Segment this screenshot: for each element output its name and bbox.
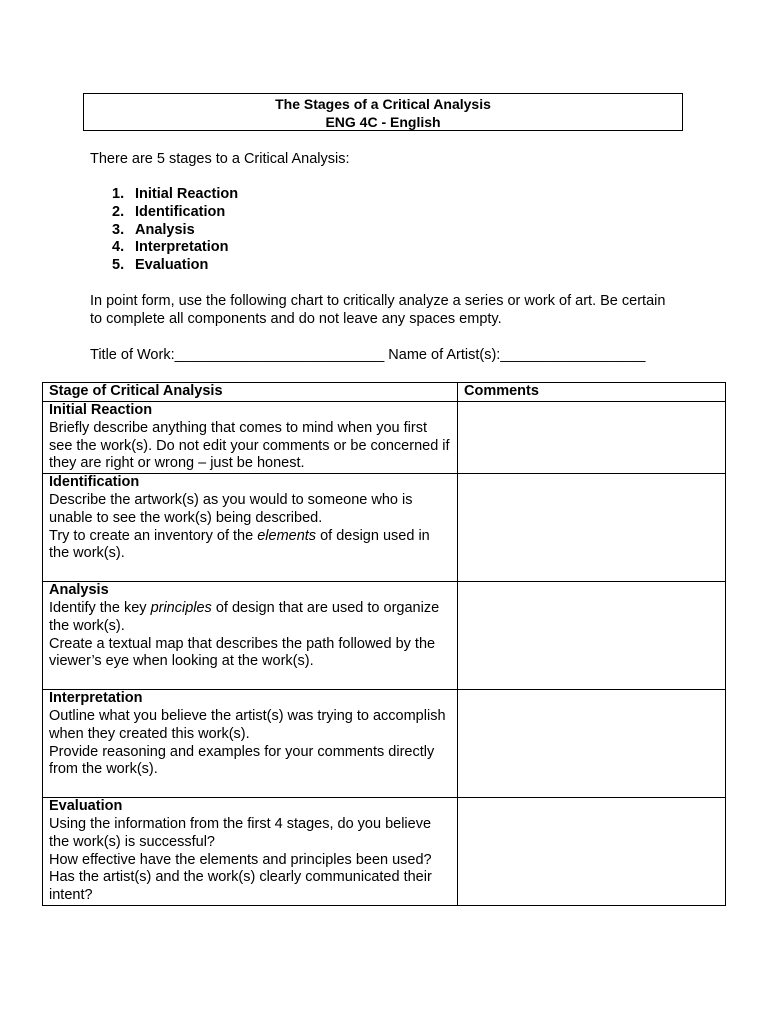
list-item: 1. Initial Reaction <box>112 186 239 202</box>
stage-cell <box>43 798 458 906</box>
stage-name: Analysis <box>49 582 109 599</box>
stage-cell <box>43 402 458 474</box>
stage-description: Identify the key principles of design that are used to organize the work(s). <box>49 599 440 634</box>
stage-name: Identification <box>49 474 140 491</box>
stage-name: Evaluation <box>49 798 123 815</box>
stage-description: Outline what you believe the artist(s) was trying to accomplish when they created this work(s). <box>49 707 446 742</box>
stage-description: Create a textual map that describes the path followed by the viewer’s eye when looking at the work(s). <box>49 635 436 670</box>
comments-cell[interactable] <box>458 798 726 906</box>
artist-label: Name of Artist(s): <box>384 347 501 363</box>
artist-field[interactable]: __________________ <box>500 347 646 363</box>
list-item: 2. Identification <box>112 203 226 220</box>
stage-cell <box>43 582 458 690</box>
stage-description: Try to create an inventory of the elements of design used in the work(s). <box>49 527 430 562</box>
table-header-row <box>43 383 726 402</box>
page-title: The Stages of a Critical Analysis <box>275 96 491 112</box>
table-row <box>43 474 726 582</box>
stage-description: Using the information from the first 4 stages, do you believe the work(s) is successful? <box>49 815 432 850</box>
table-row <box>43 690 726 798</box>
stage-cell <box>43 690 458 798</box>
instructions-text: In point form, use the following chart to critically analyze a series or work of art. Be certain to complete all components and do not leave any spaces empty. <box>90 293 666 327</box>
page-subtitle: ENG 4C - English <box>325 114 441 130</box>
stage-description: Briefly describe anything that comes to mind when you first see the work(s). Do not edit your comments or be concerned if they are right or wrong – just be honest. <box>49 419 450 472</box>
stage-description: Describe the artwork(s) as you would to someone who is unable to see the work(s) being described. <box>49 491 413 526</box>
title-field[interactable]: __________________________ <box>174 347 385 363</box>
stage-description: Provide reasoning and examples for your comments directly from the work(s). <box>49 743 435 778</box>
title-box <box>83 93 683 131</box>
intro-text: There are 5 stages to a Critical Analysis: <box>90 151 350 167</box>
work-info-line <box>90 347 645 365</box>
table-row <box>43 402 726 474</box>
table-row <box>43 582 726 690</box>
list-item: 4. Interpretation <box>112 239 229 256</box>
analysis-table <box>42 382 726 906</box>
comments-cell[interactable] <box>458 582 726 690</box>
table-row <box>43 798 726 906</box>
header-comments: Comments <box>458 383 726 402</box>
comments-cell[interactable] <box>458 690 726 798</box>
stage-name: Interpretation <box>49 690 143 707</box>
comments-cell[interactable] <box>458 474 726 582</box>
stages-list <box>112 186 238 275</box>
comments-cell[interactable] <box>458 402 726 474</box>
title-label: Title of Work: <box>90 347 175 363</box>
header-stage: Stage of Critical Analysis <box>43 383 458 402</box>
stage-description: Has the artist(s) and the work(s) clearly communicated their intent? <box>49 869 432 904</box>
list-item: 3. Analysis <box>112 221 195 238</box>
stage-name: Initial Reaction <box>49 402 153 418</box>
stage-cell <box>43 474 458 582</box>
stage-description: How effective have the elements and principles been used? <box>49 851 432 868</box>
list-item: 5. Evaluation <box>112 257 209 274</box>
